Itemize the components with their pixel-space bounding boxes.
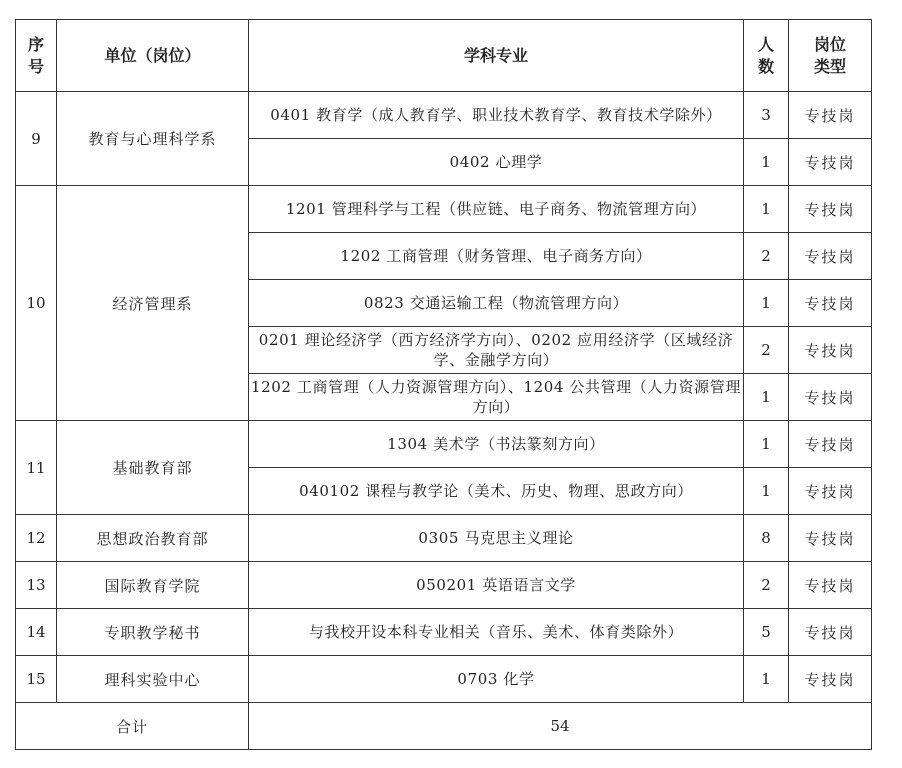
count-cell: 1 <box>744 139 789 186</box>
count-cell: 1 <box>744 421 789 468</box>
unit-cell: 国际教育学院 <box>57 562 249 609</box>
unit-cell: 基础教育部 <box>57 421 249 515</box>
count-cell: 1 <box>744 186 789 233</box>
major-cell: 0823 交通运输工程（物流管理方向） <box>249 280 744 327</box>
major-cell: 0305 马克思主义理论 <box>249 515 744 562</box>
table-row <box>16 186 872 233</box>
count-cell: 1 <box>744 374 789 421</box>
type-cell: 专技岗 <box>789 421 872 468</box>
type-cell: 专技岗 <box>789 374 872 421</box>
header-major: 学科专业 <box>249 20 744 92</box>
table-row <box>16 92 872 139</box>
header-count-text: 人数 <box>758 34 775 76</box>
type-cell: 专技岗 <box>789 656 872 703</box>
table-row <box>16 656 872 703</box>
seq-cell: 11 <box>16 421 57 515</box>
major-cell: 040102 课程与教学论（美术、历史、物理、思政方向） <box>249 468 744 515</box>
header-type-text: 岗位类型 <box>813 34 846 76</box>
type-cell: 专技岗 <box>789 139 872 186</box>
type-cell: 专技岗 <box>789 92 872 139</box>
seq-cell: 12 <box>16 515 57 562</box>
header-unit: 单位（岗位） <box>57 20 249 92</box>
count-cell: 1 <box>744 656 789 703</box>
header-row <box>16 20 872 92</box>
type-cell: 专技岗 <box>789 233 872 280</box>
table-row <box>16 562 872 609</box>
header-seq <box>16 20 57 92</box>
type-cell: 专技岗 <box>789 609 872 656</box>
count-cell: 1 <box>744 468 789 515</box>
count-cell: 2 <box>744 327 789 374</box>
seq-cell: 14 <box>16 609 57 656</box>
unit-cell: 专职教学秘书 <box>57 609 249 656</box>
total-value: 54 <box>249 703 872 750</box>
positions-table <box>15 19 872 750</box>
seq-cell: 15 <box>16 656 57 703</box>
header-seq-text: 序号 <box>28 34 45 76</box>
count-cell: 2 <box>744 233 789 280</box>
major-cell: 0402 心理学 <box>249 139 744 186</box>
type-cell: 专技岗 <box>789 186 872 233</box>
type-cell: 专技岗 <box>789 562 872 609</box>
major-cell: 1202 工商管理（财务管理、电子商务方向） <box>249 233 744 280</box>
seq-cell: 9 <box>16 92 57 186</box>
table-row <box>16 421 872 468</box>
type-cell: 专技岗 <box>789 280 872 327</box>
count-cell: 5 <box>744 609 789 656</box>
table-row <box>16 609 872 656</box>
unit-cell: 教育与心理科学系 <box>57 92 249 186</box>
count-cell: 8 <box>744 515 789 562</box>
unit-cell: 理科实验中心 <box>57 656 249 703</box>
table-row <box>16 515 872 562</box>
unit-cell: 思想政治教育部 <box>57 515 249 562</box>
unit-cell: 经济管理系 <box>57 186 249 421</box>
total-label: 合计 <box>16 703 249 750</box>
major-cell: 1202 工商管理（人力资源管理方向）、1204 公共管理（人力资源管理方向） <box>249 374 744 421</box>
major-cell: 0703 化学 <box>249 656 744 703</box>
major-cell: 1304 美术学（书法篆刻方向） <box>249 421 744 468</box>
type-cell: 专技岗 <box>789 327 872 374</box>
type-cell: 专技岗 <box>789 515 872 562</box>
major-cell: 与我校开设本科专业相关（音乐、美术、体育类除外） <box>249 609 744 656</box>
count-cell: 1 <box>744 280 789 327</box>
total-row <box>16 703 872 750</box>
major-cell: 0201 理论经济学（西方经济学方向）、0202 应用经济学（区域经济学、金融学方向） <box>249 327 744 374</box>
major-cell: 0401 教育学（成人教育学、职业技术教育学、教育技术学除外） <box>249 92 744 139</box>
major-cell: 050201 英语语言文学 <box>249 562 744 609</box>
count-cell: 2 <box>744 562 789 609</box>
count-cell: 3 <box>744 92 789 139</box>
header-type <box>789 20 872 92</box>
major-cell: 1201 管理科学与工程（供应链、电子商务、物流管理方向） <box>249 186 744 233</box>
type-cell: 专技岗 <box>789 468 872 515</box>
seq-cell: 13 <box>16 562 57 609</box>
header-count <box>744 20 789 92</box>
seq-cell: 10 <box>16 186 57 421</box>
